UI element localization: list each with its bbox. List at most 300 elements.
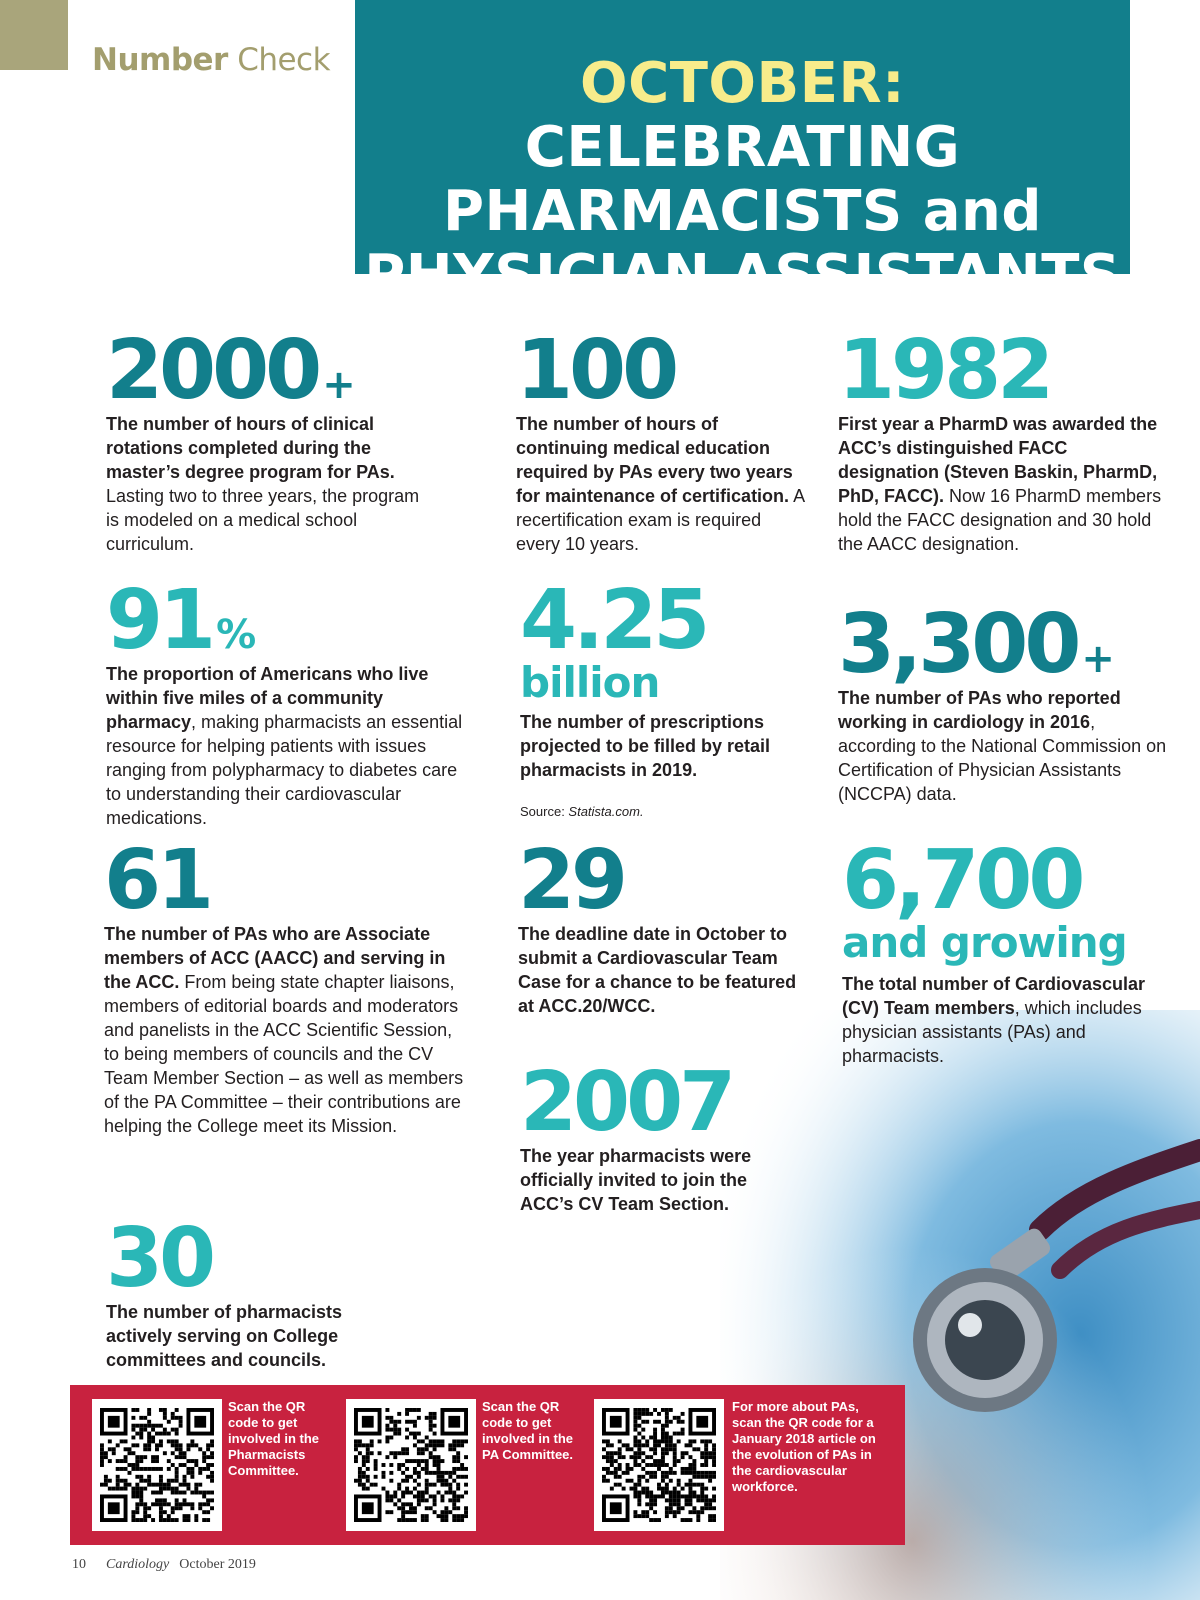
qr-module <box>421 1447 425 1451</box>
qr-module <box>143 1487 147 1491</box>
qr-module <box>409 1510 413 1514</box>
qr-module <box>385 1455 389 1459</box>
qr-module <box>210 1491 214 1495</box>
qr-module <box>425 1467 429 1471</box>
qr-module <box>206 1463 210 1467</box>
qr-module <box>405 1408 409 1412</box>
qr-module <box>688 1510 692 1514</box>
qr-module <box>700 1471 704 1475</box>
qr-module <box>440 1510 444 1514</box>
qr-module <box>649 1498 653 1502</box>
qr-module <box>120 1487 124 1491</box>
qr-module <box>696 1510 700 1514</box>
qr-module <box>704 1502 708 1506</box>
qr-module <box>665 1471 669 1475</box>
qr-module <box>688 1463 692 1467</box>
qr-module <box>440 1514 444 1518</box>
stat-2007-number: 2007 <box>520 1055 733 1150</box>
qr-module <box>712 1447 716 1451</box>
qr-module <box>661 1436 665 1440</box>
qr-module <box>202 1494 206 1498</box>
qr-module <box>190 1506 194 1510</box>
stat-3300-bold: The number of PAs who reported working in cardiology in 2016 <box>838 688 1121 732</box>
qr-module <box>633 1428 637 1432</box>
stat-425-desc <box>520 710 810 782</box>
title-line-1-rest: CELEBRATING <box>524 115 961 180</box>
qr-module <box>163 1502 167 1506</box>
qr-module <box>637 1494 641 1498</box>
qr-module <box>378 1451 382 1455</box>
stat-61 <box>104 833 464 1138</box>
qr-module <box>186 1518 190 1522</box>
qr-module <box>653 1494 657 1498</box>
qr-module <box>183 1498 187 1502</box>
qr-module <box>155 1483 159 1487</box>
qr-module <box>653 1408 657 1412</box>
qr-module <box>421 1451 425 1455</box>
qr-module <box>401 1491 405 1495</box>
qr-module <box>657 1487 661 1491</box>
qr-module <box>159 1483 163 1487</box>
qr-module <box>190 1475 194 1479</box>
qr-module <box>712 1475 716 1479</box>
qr-module <box>358 1475 362 1479</box>
qr-module <box>425 1471 429 1475</box>
qr-module <box>143 1424 147 1428</box>
qr-module <box>405 1502 409 1506</box>
qr-module <box>374 1459 378 1463</box>
qr-module <box>413 1487 417 1491</box>
qr-module <box>155 1424 159 1428</box>
qr-module <box>151 1436 155 1440</box>
qr-module <box>370 1439 374 1443</box>
stat-30-number: 30 <box>106 1211 213 1306</box>
qr-module <box>413 1471 417 1475</box>
qr-module <box>175 1408 179 1412</box>
qr-module <box>147 1424 151 1428</box>
stat-3300-suffix: + <box>1081 636 1115 682</box>
qr-module <box>661 1459 665 1463</box>
qr-module <box>633 1483 637 1487</box>
stat-2000-suffix: + <box>322 362 356 408</box>
qr-module <box>673 1498 677 1502</box>
qr-module <box>425 1491 429 1495</box>
qr-module <box>452 1443 456 1447</box>
qr-module <box>171 1491 175 1495</box>
qr-module <box>696 1471 700 1475</box>
qr-module <box>606 1467 610 1471</box>
qr-module <box>183 1518 187 1522</box>
qr-module <box>692 1467 696 1471</box>
qr-module <box>657 1443 661 1447</box>
qr-module <box>135 1487 139 1491</box>
qr-module <box>116 1475 120 1479</box>
qr-module <box>602 1447 606 1451</box>
qr-module <box>661 1487 665 1491</box>
qr-module <box>175 1518 179 1522</box>
qr-module <box>681 1428 685 1432</box>
qr-module <box>692 1439 696 1443</box>
qr-module <box>183 1514 187 1518</box>
qr-module <box>437 1455 441 1459</box>
qr-module <box>417 1502 421 1506</box>
qr-module <box>163 1483 167 1487</box>
qr-module <box>385 1439 389 1443</box>
qr-module <box>175 1487 179 1491</box>
qr-module <box>135 1443 139 1447</box>
qr-module <box>669 1506 673 1510</box>
qr-module <box>429 1412 433 1416</box>
qr-module <box>630 1467 634 1471</box>
qr-module <box>131 1463 135 1467</box>
qr-module <box>637 1447 641 1451</box>
qr-module <box>202 1451 206 1455</box>
qr-module <box>202 1459 206 1463</box>
qr-module <box>614 1451 618 1455</box>
stat-2000-desc <box>106 412 436 556</box>
qr-module <box>409 1506 413 1510</box>
qr-module <box>179 1451 183 1455</box>
qr-module <box>374 1483 378 1487</box>
qr-module <box>614 1483 618 1487</box>
title-line-1 <box>355 52 1130 180</box>
qr-module <box>183 1475 187 1479</box>
qr-module <box>708 1451 712 1455</box>
qr-module <box>413 1408 417 1412</box>
qr-module <box>681 1451 685 1455</box>
qr-module <box>108 1439 112 1443</box>
qr-module <box>688 1487 692 1491</box>
qr-module <box>143 1467 147 1471</box>
qr-module <box>685 1498 689 1502</box>
stat-91-text: , making pharmacists an essential resource for helping patients with issues ranging from polypharmacy to diabetes care to understanding their cardiovascular medications. <box>106 712 463 828</box>
qr-module <box>163 1487 167 1491</box>
qr-module <box>452 1518 456 1522</box>
qr-module <box>696 1498 700 1502</box>
qr-module <box>460 1514 464 1518</box>
qr-module <box>685 1494 689 1498</box>
qr-module <box>633 1459 637 1463</box>
qr-module <box>464 1475 468 1479</box>
qr-module <box>606 1459 610 1463</box>
qr-module <box>167 1502 171 1506</box>
qr-module <box>374 1475 378 1479</box>
qr-module <box>413 1494 417 1498</box>
qr-module <box>186 1514 190 1518</box>
qr-module <box>677 1483 681 1487</box>
qr-module <box>456 1467 460 1471</box>
qr-module <box>163 1498 167 1502</box>
qr-module <box>700 1451 704 1455</box>
qr-module <box>417 1447 421 1451</box>
qr-module <box>610 1451 614 1455</box>
qr-module <box>433 1443 437 1447</box>
qr-module <box>179 1506 183 1510</box>
qr-code-pharmacists-committee[interactable] <box>92 1399 222 1531</box>
qr-module <box>688 1455 692 1459</box>
qr-module <box>452 1479 456 1483</box>
qr-module <box>700 1510 704 1514</box>
qr-module <box>417 1408 421 1412</box>
qr-module <box>452 1447 456 1451</box>
qr-module <box>456 1498 460 1502</box>
qr-module <box>167 1439 171 1443</box>
qr-module <box>100 1447 104 1451</box>
qr-module <box>681 1494 685 1498</box>
qr-module <box>389 1451 393 1455</box>
qr-finder-square <box>108 1416 120 1428</box>
qr-module <box>190 1467 194 1471</box>
qr-module <box>460 1467 464 1471</box>
qr-module <box>637 1408 641 1412</box>
qr-module <box>665 1447 669 1451</box>
qr-module <box>429 1483 433 1487</box>
qr-module <box>382 1471 386 1475</box>
qr-module <box>712 1471 716 1475</box>
qr-module <box>194 1463 198 1467</box>
qr-module <box>147 1432 151 1436</box>
qr-module <box>139 1502 143 1506</box>
qr-module <box>645 1502 649 1506</box>
qr-module <box>131 1510 135 1514</box>
qr-code-pa-committee[interactable] <box>346 1399 476 1531</box>
qr-module <box>448 1475 452 1479</box>
stat-425-source-name: Statista.com. <box>568 804 644 819</box>
qr-module <box>112 1451 116 1455</box>
qr-module <box>401 1502 405 1506</box>
qr-module <box>159 1514 163 1518</box>
qr-module <box>131 1416 135 1420</box>
qr-module <box>151 1439 155 1443</box>
qr-module <box>202 1510 206 1514</box>
qr-module <box>194 1491 198 1495</box>
qr-module <box>393 1451 397 1455</box>
stat-425-sub: billion <box>520 658 660 707</box>
qr-module <box>354 1439 358 1443</box>
qr-module <box>681 1467 685 1471</box>
stat-1982-text: Now 16 PharmD members hold the FACC designation and 30 hold the AACC designation. <box>838 486 1162 554</box>
qr-module <box>657 1459 661 1463</box>
stat-30-desc <box>106 1300 396 1372</box>
qr-module <box>440 1459 444 1463</box>
qr-module <box>131 1494 135 1498</box>
qr-module <box>131 1518 135 1522</box>
qr-module <box>637 1416 641 1420</box>
qr-module <box>186 1502 190 1506</box>
qr-module <box>358 1479 362 1483</box>
qr-module <box>633 1408 637 1412</box>
qr-module <box>712 1518 716 1522</box>
qr-module <box>704 1463 708 1467</box>
qr-module <box>143 1510 147 1514</box>
qr-module <box>433 1412 437 1416</box>
qr-module <box>464 1510 468 1514</box>
qr-module <box>194 1443 198 1447</box>
qr-module <box>661 1451 665 1455</box>
qr-module <box>362 1483 366 1487</box>
qr-module <box>618 1483 622 1487</box>
qr-module <box>681 1412 685 1416</box>
qr-module <box>147 1479 151 1483</box>
qr-module <box>405 1510 409 1514</box>
qr-module <box>653 1432 657 1436</box>
qr-module <box>186 1487 190 1491</box>
qr-module <box>370 1483 374 1487</box>
qr-module <box>681 1471 685 1475</box>
qr-module <box>358 1451 362 1455</box>
qr-module <box>194 1487 198 1491</box>
qr-module <box>429 1451 433 1455</box>
qr-module <box>637 1443 641 1447</box>
qr-module <box>673 1443 677 1447</box>
qr-module <box>677 1510 681 1514</box>
stat-29 <box>518 833 808 1018</box>
qr-module <box>159 1443 163 1447</box>
qr-module <box>104 1479 108 1483</box>
qr-module <box>206 1491 210 1495</box>
qr-module <box>712 1455 716 1459</box>
qr-module <box>139 1432 143 1436</box>
qr-module <box>673 1510 677 1514</box>
qr-module <box>645 1471 649 1475</box>
qr-finder-square <box>448 1416 460 1428</box>
qr-module <box>143 1479 147 1483</box>
qr-module <box>704 1455 708 1459</box>
qr-module <box>665 1463 669 1467</box>
qr-module <box>704 1459 708 1463</box>
qr-module <box>159 1479 163 1483</box>
qr-module <box>425 1487 429 1491</box>
qr-module <box>143 1428 147 1432</box>
qr-module <box>610 1463 614 1467</box>
qr-module <box>358 1483 362 1487</box>
qr-module <box>210 1479 214 1483</box>
qr-module <box>437 1463 441 1467</box>
qr-module <box>657 1467 661 1471</box>
qr-module <box>401 1447 405 1451</box>
qr-module <box>637 1424 641 1428</box>
qr-finder-square <box>362 1416 374 1428</box>
stat-1982-desc <box>838 412 1168 556</box>
qr-code-pa-article[interactable] <box>594 1399 724 1531</box>
qr-module <box>421 1491 425 1495</box>
stat-100-bold: The number of hours of continuing medical education required by PAs every two years for maintenance of certification. <box>516 414 793 506</box>
qr-module <box>116 1467 120 1471</box>
qr-module <box>417 1475 421 1479</box>
qr-module <box>614 1459 618 1463</box>
qr-module <box>696 1514 700 1518</box>
qr-module <box>362 1455 366 1459</box>
qr-module <box>405 1436 409 1440</box>
qr-module <box>413 1467 417 1471</box>
qr-module <box>661 1479 665 1483</box>
qr-module <box>700 1491 704 1495</box>
qr-module <box>641 1459 645 1463</box>
qr-module <box>456 1487 460 1491</box>
qr-module <box>653 1420 657 1424</box>
qr-module <box>183 1463 187 1467</box>
qr-module <box>637 1483 641 1487</box>
qr-module <box>614 1475 618 1479</box>
qr-module <box>405 1459 409 1463</box>
qr-module <box>171 1439 175 1443</box>
stat-91-number <box>106 573 466 668</box>
qr-module <box>210 1475 214 1479</box>
qr-module <box>366 1459 370 1463</box>
qr-module <box>405 1447 409 1451</box>
qr-module <box>159 1510 163 1514</box>
qr-module <box>433 1432 437 1436</box>
qr-module <box>171 1510 175 1514</box>
qr-module <box>456 1455 460 1459</box>
qr-module <box>155 1491 159 1495</box>
qr-module <box>618 1447 622 1451</box>
qr-module <box>712 1498 716 1502</box>
qr-module <box>183 1455 187 1459</box>
qr-module <box>183 1483 187 1487</box>
qr-module <box>649 1475 653 1479</box>
qr-module <box>186 1459 190 1463</box>
qr-module <box>700 1487 704 1491</box>
qr-module <box>649 1436 653 1440</box>
qr-module <box>179 1463 183 1467</box>
qr-module <box>389 1510 393 1514</box>
qr-module <box>704 1498 708 1502</box>
qr-module <box>358 1439 362 1443</box>
qr-module <box>139 1467 143 1471</box>
qr-module <box>362 1463 366 1467</box>
qr-module <box>657 1483 661 1487</box>
qr-module <box>700 1483 704 1487</box>
qr-module <box>366 1475 370 1479</box>
qr-module <box>665 1432 669 1436</box>
qr-module <box>669 1479 673 1483</box>
qr-module <box>685 1471 689 1475</box>
stat-425-number: 4.25 <box>520 573 707 668</box>
qr-module <box>397 1483 401 1487</box>
qr-module <box>657 1412 661 1416</box>
qr-module <box>665 1439 669 1443</box>
qr-module <box>366 1479 370 1483</box>
qr-module <box>131 1428 135 1432</box>
qr-module <box>677 1498 681 1502</box>
qr-module <box>155 1459 159 1463</box>
qr-module <box>401 1479 405 1483</box>
qr-module <box>704 1439 708 1443</box>
qr-module <box>389 1498 393 1502</box>
qr-module <box>433 1483 437 1487</box>
qr-module <box>444 1518 448 1522</box>
qr-module <box>128 1483 132 1487</box>
qr-module <box>186 1443 190 1447</box>
qr-module <box>633 1416 637 1420</box>
qr-module <box>645 1491 649 1495</box>
qr-module <box>444 1479 448 1483</box>
qr-finder-square <box>610 1416 622 1428</box>
qr-module <box>649 1502 653 1506</box>
qr-module <box>452 1498 456 1502</box>
qr-module <box>433 1455 437 1459</box>
qr-module <box>433 1459 437 1463</box>
qr-module <box>633 1514 637 1518</box>
stat-30-bold: The number of pharmacists actively serving on College committees and councils. <box>106 1302 343 1370</box>
qr-module <box>425 1498 429 1502</box>
qr-module <box>425 1479 429 1483</box>
qr-module <box>700 1475 704 1479</box>
qr-module <box>171 1506 175 1510</box>
qr-module <box>653 1502 657 1506</box>
qr-module <box>155 1455 159 1459</box>
